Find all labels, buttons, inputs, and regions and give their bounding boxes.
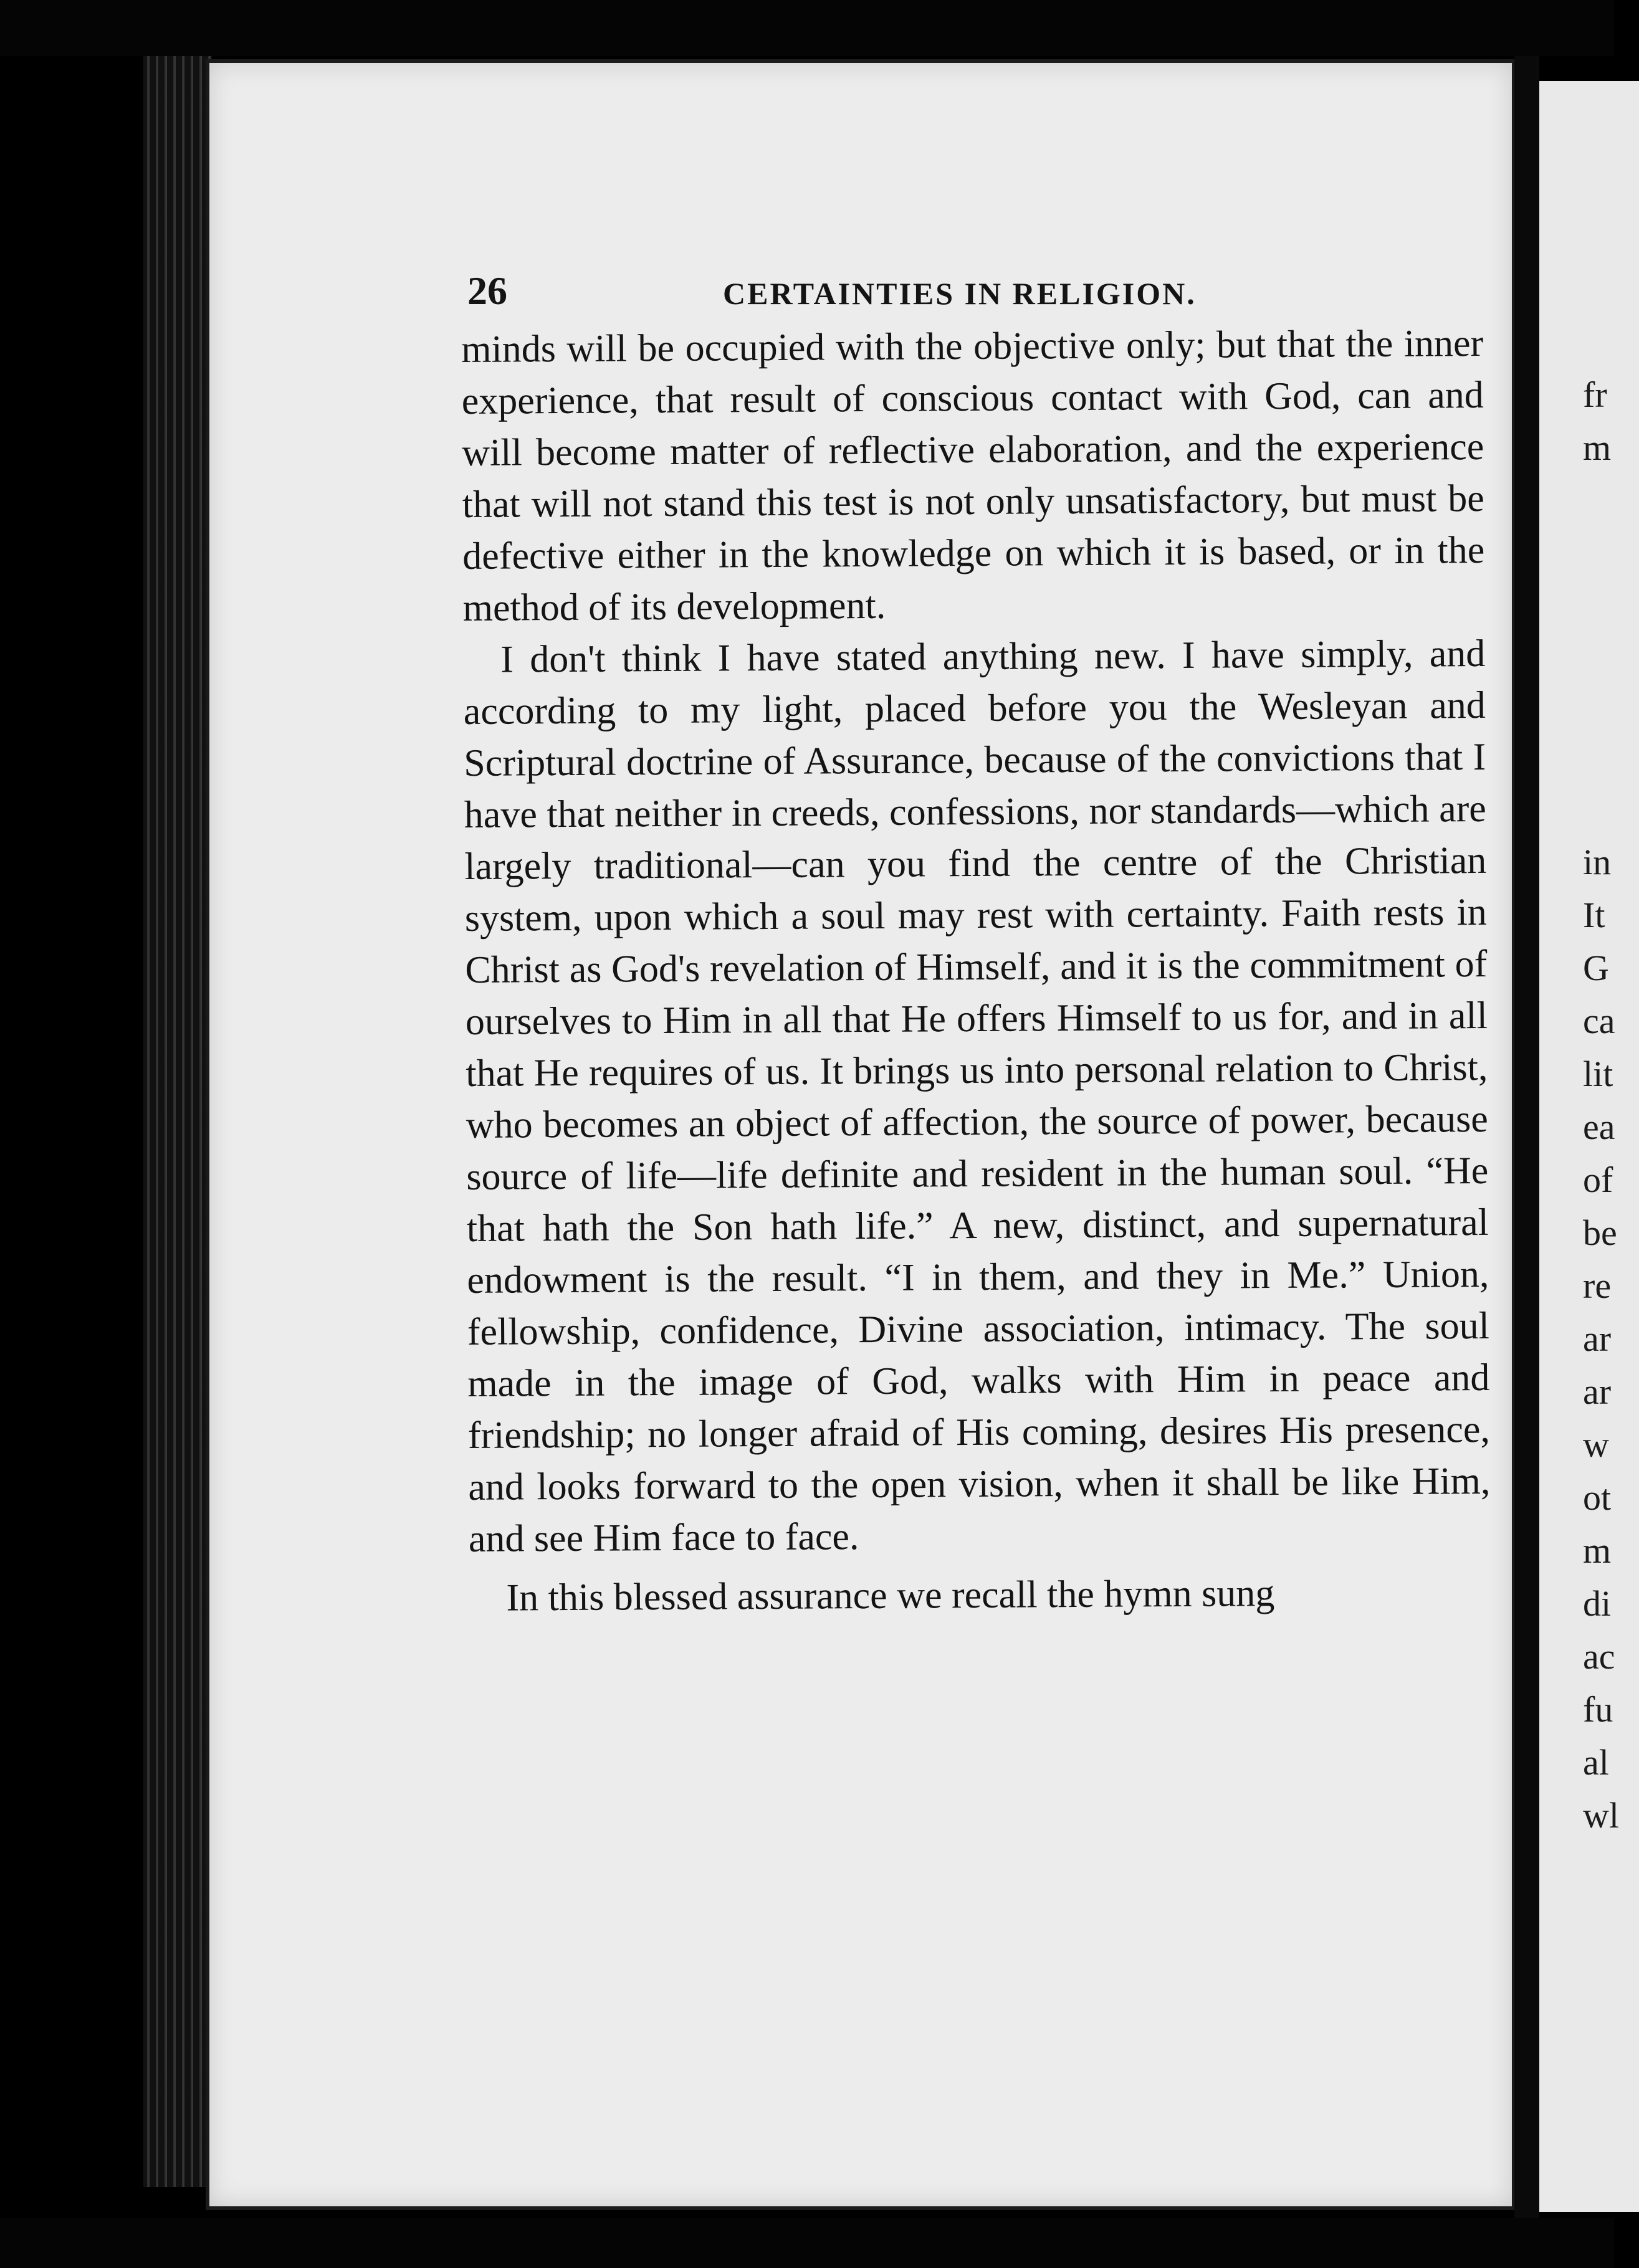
next-page-fragment: ea xyxy=(1583,1107,1615,1147)
next-page-fragment: ar xyxy=(1583,1318,1612,1359)
page-content xyxy=(461,262,1491,1624)
next-page-fragment: ca xyxy=(1583,1001,1615,1041)
next-page-fragment: of xyxy=(1583,1160,1613,1200)
next-page-fragment: It xyxy=(1583,895,1605,935)
scan-top-border xyxy=(0,0,1614,56)
next-page-fragment: fu xyxy=(1583,1689,1613,1730)
paragraph-1: minds will be occupied with the objective only; but that the inner experience, that result of conscious contact with God, can and will become matter of reflective elaboration, and the experience that will not stand this test is not only unsatisfactory, but must be defective either in the knowledge on which it is based, or in the method of its development. xyxy=(461,322,1485,629)
next-page-fragment: m xyxy=(1583,1530,1612,1571)
next-page-fragment: wl xyxy=(1583,1795,1619,1836)
next-page-fragment: al xyxy=(1583,1742,1609,1783)
next-page-fragment: m xyxy=(1583,427,1612,468)
next-page-fragment: di xyxy=(1583,1583,1612,1624)
next-page-fragment: ar xyxy=(1583,1371,1612,1412)
page-number: 26 xyxy=(467,269,507,313)
scan-bottom-border xyxy=(0,2218,1614,2268)
next-page-fragment: re xyxy=(1583,1265,1612,1306)
running-title: CERTAINTIES IN RELIGION. xyxy=(723,276,1197,311)
paragraph-3: In this blessed assurance we recall the hymn sung xyxy=(506,1572,1275,1619)
book-page-edges xyxy=(143,56,212,2187)
book-gutter xyxy=(1514,56,1539,2218)
next-page-fragment: fr xyxy=(1583,374,1607,415)
body-text xyxy=(461,318,1491,1624)
running-head xyxy=(461,262,1483,318)
next-page-fragment: ot xyxy=(1583,1477,1612,1518)
next-page-fragment: lit xyxy=(1583,1054,1613,1094)
next-page-fragment: in xyxy=(1583,842,1612,882)
adjacent-page-edge xyxy=(1539,81,1639,2212)
paragraph-2: I don't think I have stated anything new. I have simply, and according to my light, placed before you the Wesleyan and Scriptural doctrine of Assurance, because of the convictions that I have that neither in creeds, confessions, nor standards—which are largely traditional—can you find the centre of the Christian system, upon which a soul may rest with certainty. Faith rests in Christ as God's revelation of Himself, and it is the commitment of ourselves to Him in all that He offers Himself to us for, and in all that He requires of us. It brings us into personal relation to Christ, who becomes an object of affection, the source of power, because source of life—life definite and resident in the human soul. “He that hath the Son hath life.” A new, distinct, and supernatural endowment is the result. “I in them, and they in Me.” Union, fellowship, confidence, Divine association, intimacy. The soul made in the image of God, walks with Him in peace and friendship; no longer afraid of His coming, desires His presence, and looks forward to the open vision, when it shall be like Him, and see Him face to face. xyxy=(463,632,1491,1560)
next-page-fragment: w xyxy=(1583,1424,1609,1465)
next-page-fragment: be xyxy=(1583,1213,1617,1253)
next-page-fragment: ac xyxy=(1583,1636,1615,1677)
next-page-fragment: G xyxy=(1583,948,1609,988)
